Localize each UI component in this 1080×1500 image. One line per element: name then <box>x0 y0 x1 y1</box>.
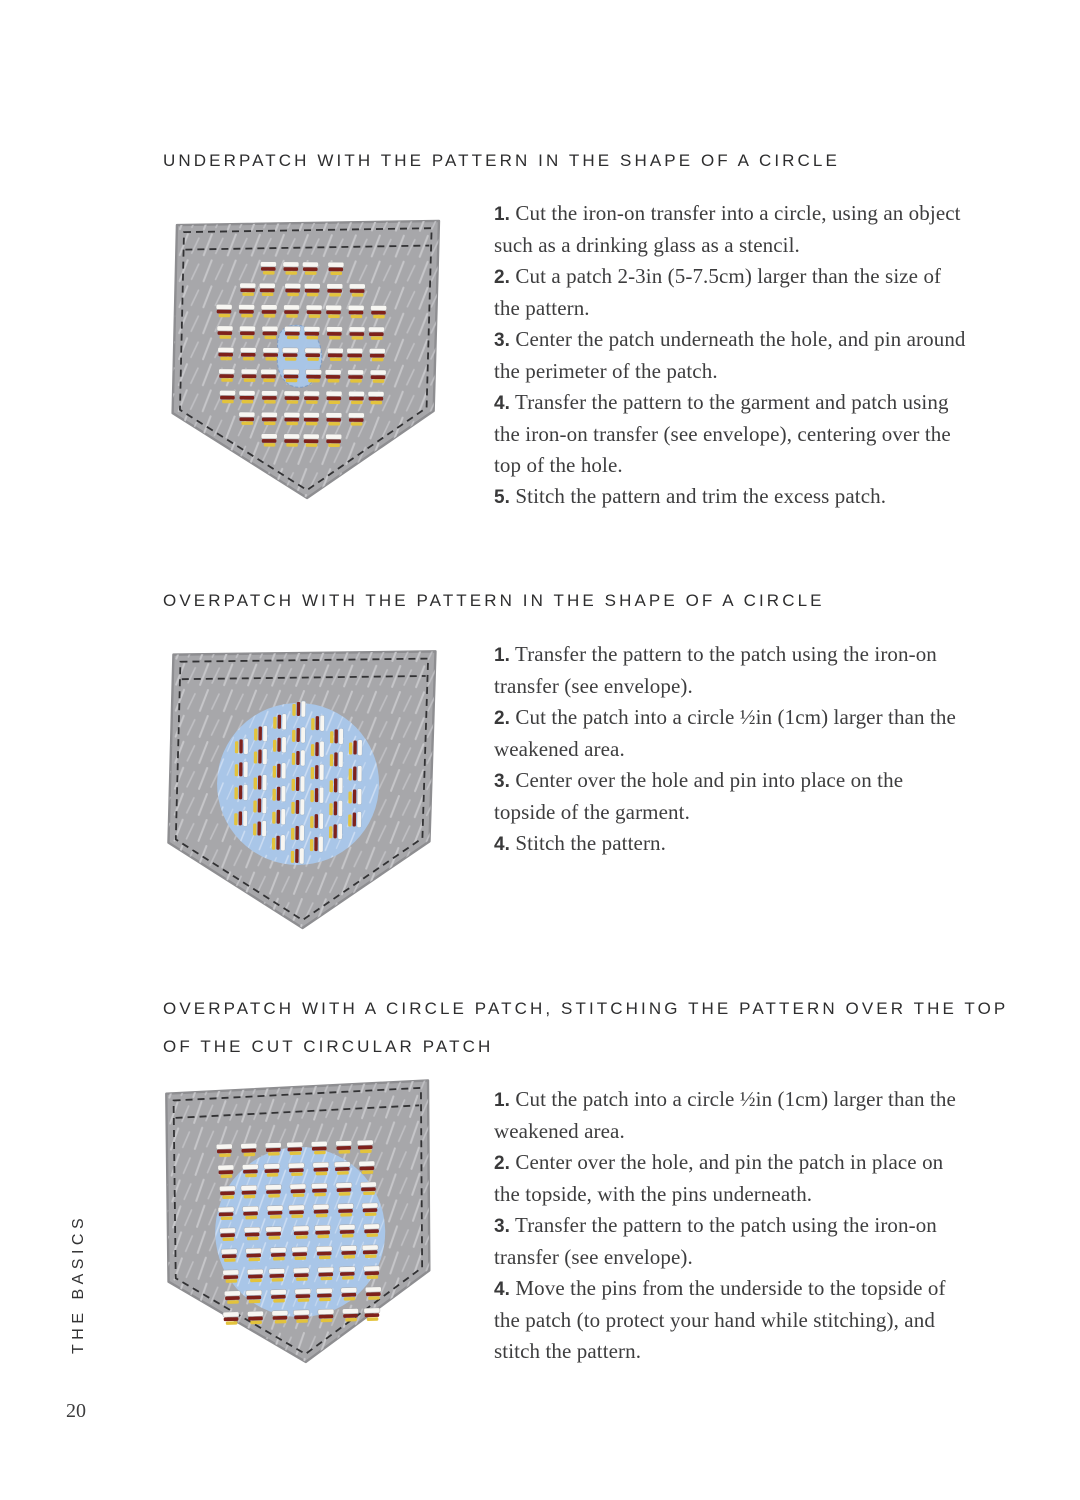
instruction-steps-overpatch-grid <box>494 1084 966 1367</box>
step-text: Center over the hole, and pin the patch in place on the topside, with the pins underneath. <box>494 1150 944 1206</box>
step-number: 3. <box>494 1216 511 1237</box>
instruction-step <box>494 387 966 481</box>
step-number: 3. <box>494 771 511 792</box>
instruction-step <box>494 1210 966 1273</box>
step-number: 1. <box>494 1090 511 1111</box>
step-text: Center the patch underneath the hole, and pin around the perimeter of the patch. <box>494 327 966 383</box>
step-text: Stitch the pattern. <box>510 831 667 855</box>
instruction-steps-overpatch-circle <box>494 639 966 860</box>
step-number: 1. <box>494 645 511 666</box>
step-number: 1. <box>494 204 511 225</box>
chapter-sidebar-label: THE BASICS <box>70 1213 87 1354</box>
pocket-graphic-1 <box>152 206 462 522</box>
step-text: Cut a patch 2-3in (5-7.5cm) larger than the size of the pattern. <box>494 264 942 320</box>
step-text: Cut the iron-on transfer into a circle, using an object such as a drinking glass as a stencil. <box>494 201 961 257</box>
step-number: 4. <box>494 393 511 414</box>
instruction-steps-underpatch-circle <box>494 198 966 513</box>
step-number: 2. <box>494 1153 511 1174</box>
pocket-graphic-2 <box>148 636 458 952</box>
instruction-step <box>494 198 966 261</box>
instruction-step <box>494 765 966 828</box>
step-text: Transfer the pattern to the garment and patch using the iron-on transfer (see envelope), centering over the top of the hole. <box>494 390 951 477</box>
instruction-step <box>494 261 966 324</box>
step-number: 5. <box>494 487 511 508</box>
step-text: Stitch the pattern and trim the excess patch. <box>510 484 887 508</box>
instruction-step <box>494 481 966 513</box>
step-text: Cut the patch into a circle ½in (1cm) larger than the weakened area. <box>494 1087 956 1143</box>
step-number: 4. <box>494 1279 511 1300</box>
instruction-step <box>494 1084 966 1147</box>
step-number: 3. <box>494 330 511 351</box>
step-text: Transfer the pattern to the patch using the iron-on transfer (see envelope). <box>494 1213 937 1269</box>
instruction-step <box>494 639 966 702</box>
step-number: 2. <box>494 267 511 288</box>
section-heading-overpatch-circle: OVERPATCH WITH THE PATTERN IN THE SHAPE OF A CIRCLE <box>163 591 825 611</box>
step-number: 2. <box>494 708 511 729</box>
section-heading-underpatch-circle: UNDERPATCH WITH THE PATTERN IN THE SHAPE OF A CIRCLE <box>163 151 840 171</box>
step-text: Center over the hole and pin into place on the topside of the garment. <box>494 768 904 824</box>
pocket-illustration-overpatch-circle <box>148 636 458 957</box>
pocket-illustration-overpatch-grid <box>146 1070 456 1395</box>
step-text: Cut the patch into a circle ½in (1cm) larger than the weakened area. <box>494 705 956 761</box>
instruction-step <box>494 1147 966 1210</box>
step-text: Move the pins from the underside to the topside of the patch (to protect your hand while stitching), and stitch the pattern. <box>494 1276 946 1363</box>
pocket-illustration-underpatch-circle <box>152 206 462 527</box>
instruction-step <box>494 828 966 860</box>
step-text: Transfer the pattern to the patch using the iron-on transfer (see envelope). <box>494 642 937 698</box>
page-number: 20 <box>66 1400 86 1422</box>
instruction-step <box>494 702 966 765</box>
pocket-graphic-3 <box>146 1070 456 1390</box>
step-number: 4. <box>494 834 511 855</box>
section-heading-overpatch-grid: OVERPATCH WITH A CIRCLE PATCH, STITCHING THE PATTERN OVER THE TOP OF THE CUT CIRCULAR PATCH <box>163 999 1009 1057</box>
instruction-step <box>494 1273 966 1367</box>
instruction-step <box>494 324 966 387</box>
